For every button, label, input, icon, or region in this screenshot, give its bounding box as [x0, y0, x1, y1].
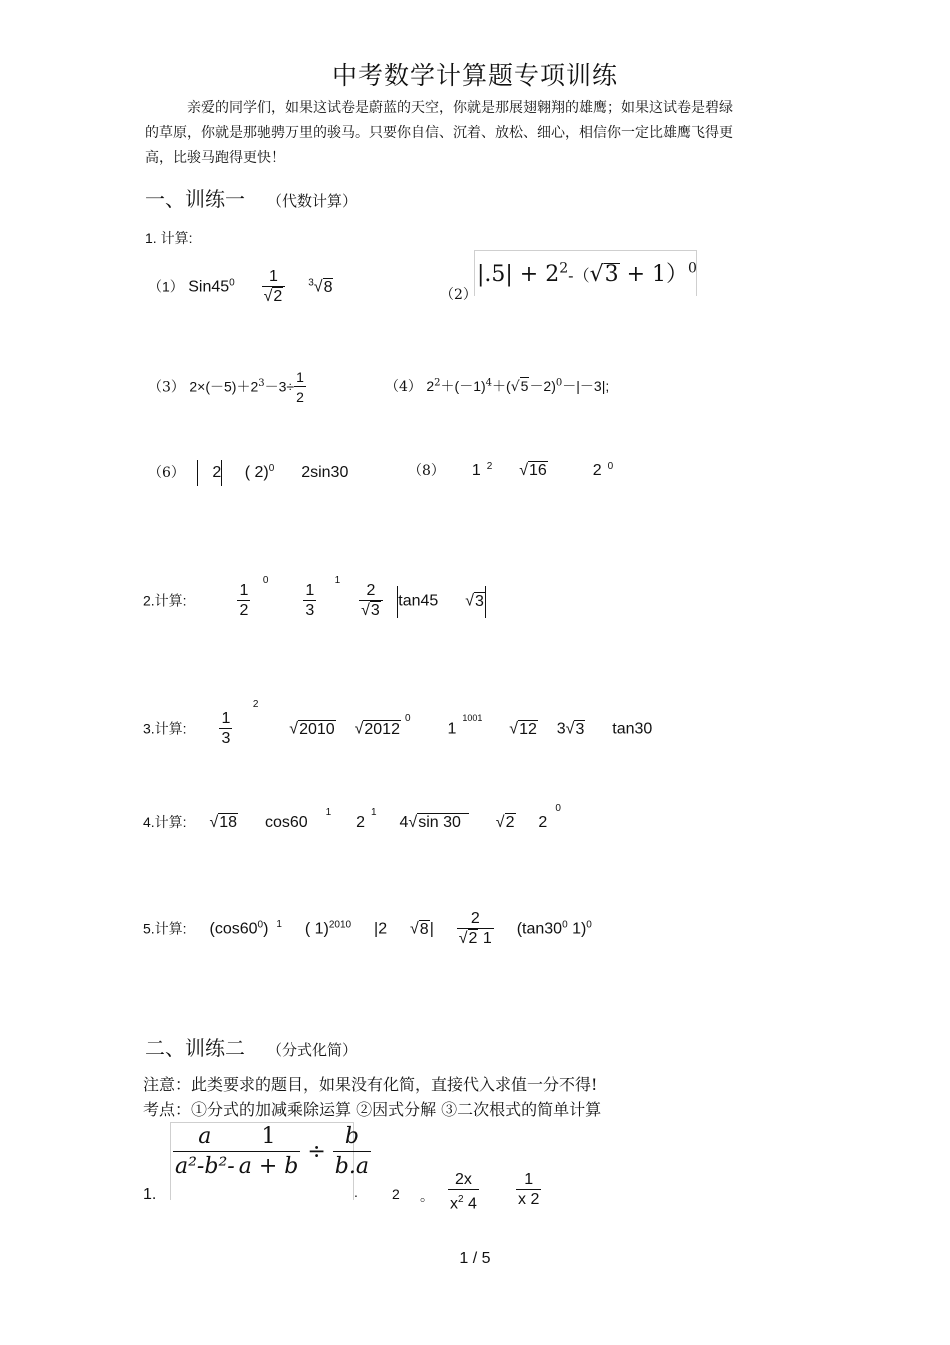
q3: 3.计算: $\frac{1}{3}$ $^2$ √2010 √2012$^0$ $1^{1001}$ √12 3√3 tan30 — [143, 699, 653, 747]
q1-part2-exp2: 2 — [559, 260, 569, 277]
q1-part4-base: 2 — [426, 378, 435, 394]
q5-cos: (cos60 — [209, 920, 258, 938]
page-title: 中考数学计算题专项训练 — [331, 61, 618, 90]
q1-part3-expr-a: 2×(－5)＋2 — [189, 378, 259, 395]
q1-part3-fraction — [294, 368, 306, 407]
q1-part2-exp0: 0 — [688, 260, 697, 277]
q5-frac-den-rest: 1 — [478, 930, 492, 947]
q1-part2-root: 3 — [604, 262, 619, 287]
q1-part6 — [148, 460, 348, 486]
section-heading-2 — [145, 1032, 357, 1061]
section-heading-1 — [145, 183, 357, 212]
q1-part4-abs: －|－3|; — [562, 378, 610, 394]
s2-q1-divide: ÷ — [307, 1139, 326, 1165]
q1-part4-neg-one: ＋(－1) — [440, 378, 486, 394]
q4-two: 2 — [356, 814, 366, 831]
q3-fraction — [219, 710, 232, 749]
q3-root-3: 3 — [575, 720, 585, 738]
q1-part6-number: （6） — [148, 465, 185, 482]
q2-fraction-1 — [237, 582, 250, 621]
s2-q1-g2-num: 1 — [516, 1171, 541, 1190]
s2-q1-g1-den-x: x — [450, 1195, 458, 1213]
q1-part3-expr-b: －3÷ — [264, 378, 295, 395]
q3-frac-num: 1 — [221, 710, 231, 727]
s2-q1-g1-den-rest: 4 — [463, 1195, 477, 1213]
q1-part2-expression: $|.5| + 2^2-(√3 + 1)^0$ — [474, 250, 697, 296]
s2-q1-expression — [170, 1122, 369, 1200]
q4-two-b: 2 — [538, 814, 548, 831]
q5-exp0: 0 — [586, 919, 592, 931]
q2-frac3-num: 2 — [359, 582, 383, 601]
s2-q1-frac3-den: b.a — [334, 1154, 369, 1179]
q1-part4-number: （4） — [385, 379, 422, 395]
q5-deg2: 0 — [562, 919, 568, 931]
q5-close: ) — [263, 920, 269, 938]
q4-root-18: 18 — [219, 814, 238, 831]
q4-label: 4.计算: — [143, 814, 187, 830]
notice-text: 注意：此类要求的题目，如果没有化简，直接代入求值一分不得! — [143, 1075, 598, 1094]
q1-part8-number: （8） — [408, 463, 445, 479]
s2-q1-label: 1. — [143, 1186, 157, 1203]
q1-part3 — [148, 368, 306, 407]
q1-part1-root-index: 3 — [308, 277, 314, 289]
q1-part1-exp: 0 — [229, 277, 235, 289]
q2-frac1-num: 1 — [239, 582, 249, 599]
q4-root-2: 2 — [505, 814, 515, 831]
q2-tan: tan45 — [398, 592, 439, 610]
q5-abs-close: | — [429, 920, 434, 938]
q5-exp1: 1 — [276, 919, 282, 931]
q5: 5.计算: $(\cos 60^0)$ $^1$ ( 1)$^{2010}$ |2 √8| $\frac{2}{√2 1}$ ($\tan 30^0$ 1)$^0$ — [143, 910, 592, 947]
q1-part4-open: ＋( — [492, 378, 511, 394]
q4: 4.计算: √18 $\cos 60^1$ $2^1$ 4√sin 30 √2 $2^0$ — [143, 802, 561, 831]
q3-root-2012: 2012 — [364, 720, 400, 738]
q2-label: 2.计算: — [143, 592, 187, 609]
q3-exp1001: 1001 — [462, 713, 483, 724]
q1-part4-exp2: 2 — [434, 377, 441, 389]
q4-exp1b: 1 — [371, 806, 377, 818]
s2-q1-g2-den: x 2 — [518, 1191, 540, 1208]
q1-part3-frac-den: 2 — [296, 389, 304, 405]
q1-part3-frac-num: 1 — [296, 369, 304, 385]
q4-exp1a: 1 — [325, 806, 332, 818]
q1-part3-exp3: 3 — [258, 377, 265, 389]
exam-points: 考点：①分式的加减乘除运算 ②因式分解 ③二次根式的简单计算 — [143, 1100, 602, 1119]
q1-part1-frac-den: 2 — [273, 288, 283, 305]
q1-part1-fraction: $\frac{1}{√2}$ — [262, 268, 286, 307]
q5-root-8: 8 — [419, 920, 429, 938]
q3-root-2010: 2010 — [299, 720, 335, 738]
s2-q1-frac2-num: 1 — [237, 1123, 301, 1152]
s2-q1-g1-exp: 2 — [458, 1194, 464, 1205]
section-2-subtitle: （分式化简） — [267, 1041, 358, 1059]
q2-frac1-den: 2 — [239, 602, 249, 619]
q1-part1-sin: Sin45 — [188, 278, 230, 296]
q2-fraction-3: $\frac{2}{√3}$ — [359, 582, 383, 621]
q1-part4-exp0: 0 — [555, 377, 563, 389]
q1-part6-exp0: 0 — [268, 462, 275, 474]
q1-part8-exp2: 2 — [486, 460, 493, 472]
section-2-title: 二、训练二 — [145, 1036, 245, 1060]
q1-part2-number: （2） — [440, 287, 477, 303]
q2-exp1: 1 — [334, 575, 341, 587]
q1-part1-number: （1） — [148, 278, 184, 295]
section-1-subtitle: （代数计算） — [267, 192, 358, 210]
s2-q1-g1-num: 2x — [448, 1171, 479, 1190]
q1-part4-exp4: 4 — [485, 377, 493, 389]
s2-q1-item2-frac-1 — [448, 1171, 479, 1214]
q3-coef: 3 — [556, 720, 566, 738]
q1-part1: （1） $Sin45^0$ $\frac{1}{√2}$ $^3$√8 — [148, 268, 333, 305]
intro-text: 亲爱的同学们，如果这试卷是蔚蓝的天空，你就是那展翅翱翔的雄鹰；如果这试卷是碧绿的草原，你就是那驰骋万里的骏马。只要你自信、沉着、放松、细心，相信你一定比雄鹰飞得更高，比骏马跑得更快！ — [145, 100, 733, 166]
s2-q1-frac-1 — [173, 1123, 237, 1182]
intro-paragraph — [145, 96, 745, 171]
s2-q1-dot: . — [354, 1184, 358, 1200]
q5-frac-num: 2 — [457, 910, 494, 929]
s2-q1-frac-3 — [333, 1123, 371, 1182]
s2-q1-frac1-num: a — [173, 1123, 237, 1152]
q5-abs: |2 — [374, 920, 388, 938]
s2-q1-item2: 2 — [392, 1186, 400, 1202]
q3-frac-den: 3 — [221, 730, 231, 747]
s2-q1-circle-period: 。 — [420, 1189, 434, 1205]
q2-fraction-2 — [303, 582, 316, 621]
q1-part4: （4） $2^2+(-1)^4+(√5-2)^0-|-3|$; — [385, 377, 610, 395]
q1-part8: （8） 1 $^2$ √16 2 $^0$ — [408, 460, 614, 479]
q1-label: 1. 计算: — [145, 230, 193, 246]
s2-q1-frac1-den: a²-b²- — [175, 1154, 235, 1179]
q1-part8-one: 1 — [471, 462, 481, 479]
q4-exp0: 0 — [555, 802, 561, 814]
q5-neg-one: ( 1) — [304, 920, 329, 938]
q3-label: 3.计算: — [143, 720, 187, 737]
q2-frac3-den: 3 — [370, 602, 380, 619]
q3-one: 1 — [447, 720, 457, 738]
q3-tan: tan30 — [612, 720, 653, 738]
s2-q1-item2-frac-2 — [516, 1171, 541, 1210]
q1-part4-minus-two: －2) — [529, 378, 556, 394]
s2-q1-frac2-den: a + b — [238, 1154, 299, 1179]
q1-part2-abs: |.5| + 2 — [477, 262, 560, 287]
q5-tan: (tan30 — [516, 920, 563, 938]
page-number: 1 / 5 — [459, 1250, 491, 1267]
q5-fraction: $\frac{2}{√2 1}$ — [458, 910, 492, 947]
q1-part2-plus-one: + 1） — [619, 262, 689, 287]
q2: 2.计算: $\frac{1}{2}$ $^0$ $\frac{1}{3}$ $^1$ $\frac{2}{√3}$ tan45 √3 — [143, 575, 484, 619]
q1-part3-number: （3） — [148, 379, 185, 396]
q1-part6-two: 2 — [212, 464, 222, 482]
q3-exp0: 0 — [404, 713, 411, 725]
q1-part8-root: 16 — [528, 462, 547, 479]
q5-frac-den-root: 2 — [468, 930, 478, 947]
q1-part6-sin: 2sin30 — [301, 464, 349, 482]
q4-root-sin: sin 30 — [417, 813, 469, 831]
q5-exp2010: 2010 — [328, 919, 352, 931]
q1-part8-two: 2 — [592, 462, 602, 479]
q2-frac2-num: 1 — [305, 582, 315, 599]
q4-coef: 4 — [399, 814, 409, 831]
q1-part6-paren: ( 2) — [244, 464, 269, 482]
q3-exp2: 2 — [252, 699, 259, 711]
q4-cos: cos60 — [264, 814, 308, 831]
q2-root: 3 — [475, 592, 484, 610]
q1-part1-frac-num: 1 — [262, 268, 286, 287]
q1-part8-exp0: 0 — [607, 460, 614, 472]
s2-q1-frac3-num: b — [333, 1123, 371, 1152]
q1-part2-minus: -（ — [568, 266, 590, 285]
q5-deg: 0 — [257, 919, 264, 931]
q3-root-12: 12 — [519, 720, 537, 738]
q1-part4-root: 5 — [520, 378, 529, 394]
q5-tan-rest: 1) — [567, 920, 587, 938]
q1-part1-root-value: 8 — [323, 278, 333, 296]
q2-frac2-den: 3 — [305, 602, 315, 619]
section-1-title: 一、训练一 — [145, 187, 245, 211]
q2-exp0: 0 — [262, 575, 269, 587]
s2-q1-frac-2 — [237, 1123, 301, 1182]
q5-label: 5.计算: — [143, 920, 187, 937]
